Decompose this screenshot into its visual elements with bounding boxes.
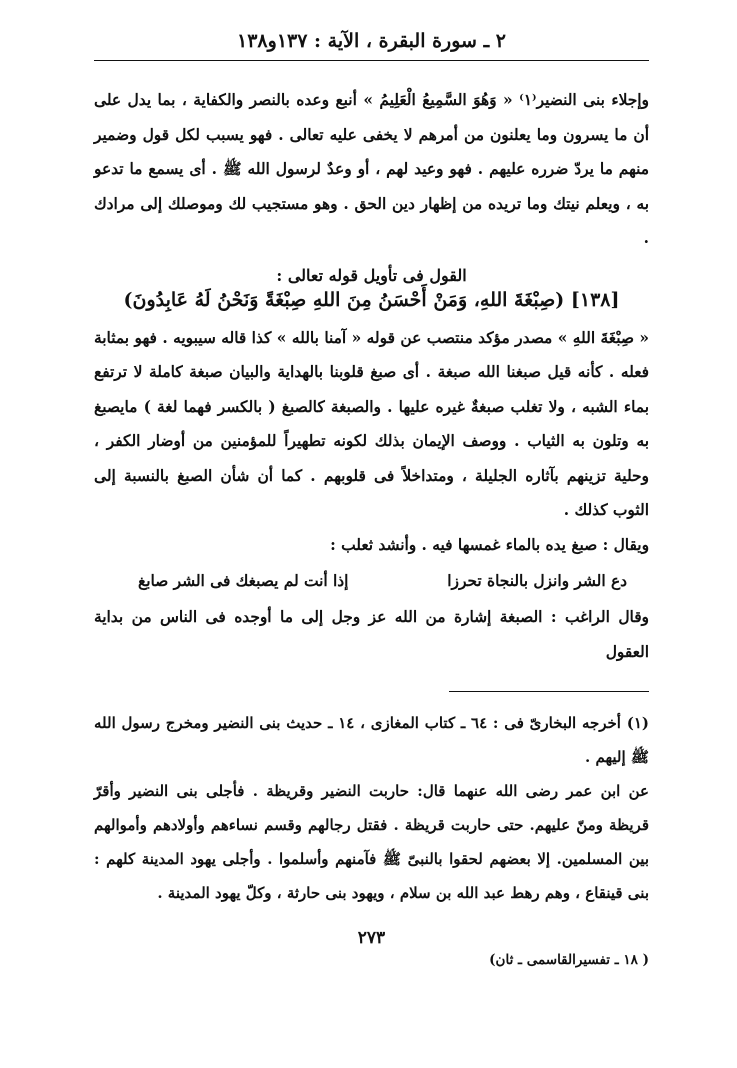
paragraph-1: وإجلاء بنى النضير⁽١⁾ « وَهُوَ السَّمِيعُ الْعَلِيمُ » أنبع وعده بالنصر والكفاية ، بما يدل على أن ما يسرون وما يعلنون من أمرهم لا يخفى عليه تعالى . فهو يسبب لكل قول وضمير منهم ما يردّ ضرره عليهم . فهو وعيد لهم ، أو وعدٌ لرسول الله ﷺ . أى يسمع ما تدعو به ، ويعلم نيتك وما تريده من إظهار دين الحق . وهو مستجيب لك وموصلك إلى مرادك . — [94, 91, 649, 247]
footnote-1: (١) أخرجه البخارىّ فى : ٦٤ ـ كتاب المغازى ، ١٤ ـ حديث بنى النضير ومخرج رسول الله ﷺ إليهم . — [94, 714, 650, 766]
quranic-verse: [١٣٨] (صِبْغَةَ اللهِ، وَمَنْ أَحْسَنُ مِنَ اللهِ صِبْغَةً وَنَحْنُ لَهُ عَابِدُونَ) — [123, 288, 620, 311]
running-title: ٢ ـ سورة البقرة ، الآية : ١٣٧و١٣٨ — [94, 30, 649, 61]
signature-mark: ( ١٨ ـ تفسيرالقاسمى ـ ثان) — [489, 952, 649, 968]
paragraph-3: ويقال : صبغ يده بالماء غمسها فيه . وأنشد ثعلب : — [330, 535, 649, 554]
poem-line — [94, 562, 649, 600]
section-heading: القول فى تأويل قوله تعالى : — [276, 265, 467, 285]
footnote-divider — [449, 691, 649, 692]
poem-hemistich-2: إذا أنت لم يصبغك فى الشر صابغ — [138, 572, 349, 590]
paragraph-4: وقال الراغب : الصبغة إشارة من الله عز وجل إلى ما أوجده فى الناس من بداية العقول — [94, 608, 649, 661]
footnote-2: عن ابن عمر رضى الله عنهما قال: حاربت النضير وقريظة . فأجلى بنى النضير وأقرّ قريظة ومنّ عليهم. حتى حاربت قريظة . فقتل رجالهم وقسم نساءهم وأولادهم وأموالهم بين المسلمين. إلا بعضهم لحقوا بالنبىّ ﷺ فآمنهم وأسلموا . وأجلى يهود المدينة كلهم : بنى قينقاع ، وهم رهط عبد الله بن سلام ، ويهود بنى حارثة ، وكلّ يهود المدينة . — [94, 782, 649, 902]
page-number: ٢٧٣ — [357, 928, 386, 948]
poem-hemistich-1: دع الشر وانزل بالنجاة تحرزا — [447, 572, 627, 590]
paragraph-2: « صِبْغَةَ اللهِ » مصدر مؤكد منتصب عن قوله « آمنا بالله » كذا قاله سيبويه . فهو بمثابة فعله . كأنه قيل صبغنا الله صبغة . أى صبغ قلوبنا بالهداية والبيان صبغة كاملة لا ترتفع بماء الشبه ، ولا تغلب صبغةٌ غيره عليها . والصبغة كالصبغ ( بالكسر فهما لغة ) مايصبغ به وتلون به الثياب . ووصف الإيمان بذلك لكونه تطهيراً للمؤمنين من أوضار الكفر ، وحلية تزينهم بآثاره الجليلة ، ومتداخلاً فى قلوبهم . كما أن شأن الصبغ بالنسبة إلى الثوب كذلك . — [94, 328, 649, 519]
